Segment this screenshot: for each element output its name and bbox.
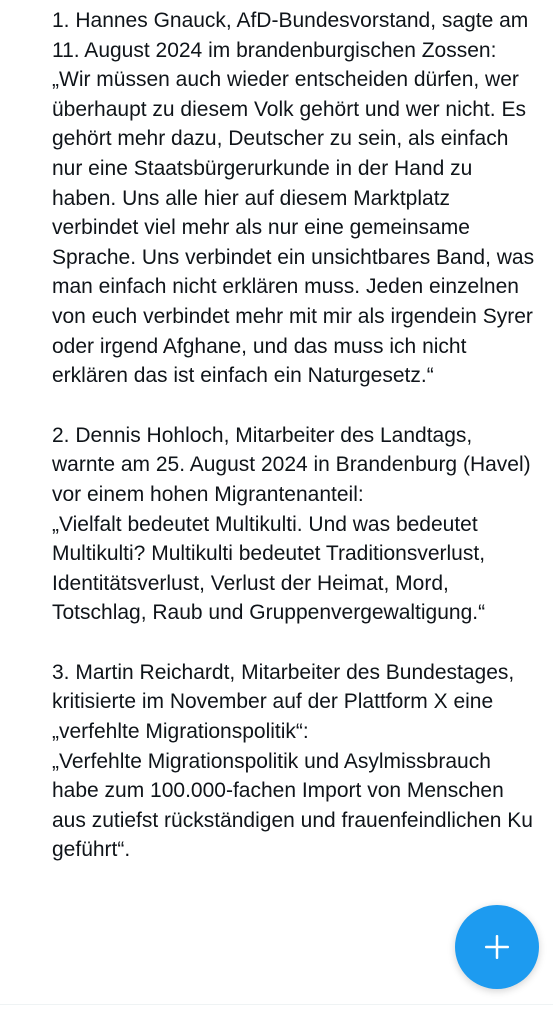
post-paragraph-3: 3. Martin Reichardt, Mitarbeiter des Bundestages, kritisierte im November auf der Plattform X eine „verfehlte Migrationspolitik“: „Verfehlte Migrationspolitik und Asylmissbrauch habe zum 100.000-fachen Import von Menschen aus zutiefst rückständigen und frauenfeindlichen Ku geführt“. xyxy=(52,660,533,862)
compose-button[interactable] xyxy=(455,905,539,989)
post-paragraph-2: 2. Dennis Hohloch, Mitarbeiter des Landtags, warnte am 25. August 2024 in Brandenburg (Havel) vor einem hohen Migrantenanteil: „Vielfalt bedeutet Multikulti. Und was bedeutet Multikulti? Multikulti bedeutet Traditionsverlust, Identitätsverlust, Verlust der Heimat, Mord, Totschlag, Raub und Gruppenvergewaltigung.“ xyxy=(52,423,531,625)
bottom-bar xyxy=(0,1004,553,1024)
plus-icon xyxy=(484,934,510,960)
post-text xyxy=(52,6,538,895)
post-paragraph-1: 1. Hannes Gnauck, AfD-Bundesvorstand, sagte am 11. August 2024 im brandenburgischen Zossen: „Wir müssen auch wieder entscheiden dürfen, wer überhaupt zu diesem Volk gehört und wer nicht. Es gehört mehr dazu, Deutscher zu sein, als einfach nur eine Staatsbürgerurkunde in der Hand zu haben. Uns alle hier auf diesem Marktplatz verbindet viel mehr als nur eine gemeinsame Sprache. Uns verbindet ein unsichtbares Band, was man einfach nicht erklären muss. Jeden einzelnen von euch verbindet mehr mit mir als irgendein Syrer oder irgend Afghane, und das muss ich nicht erklären das ist einfach ein Naturgesetz.“ xyxy=(52,9,535,388)
